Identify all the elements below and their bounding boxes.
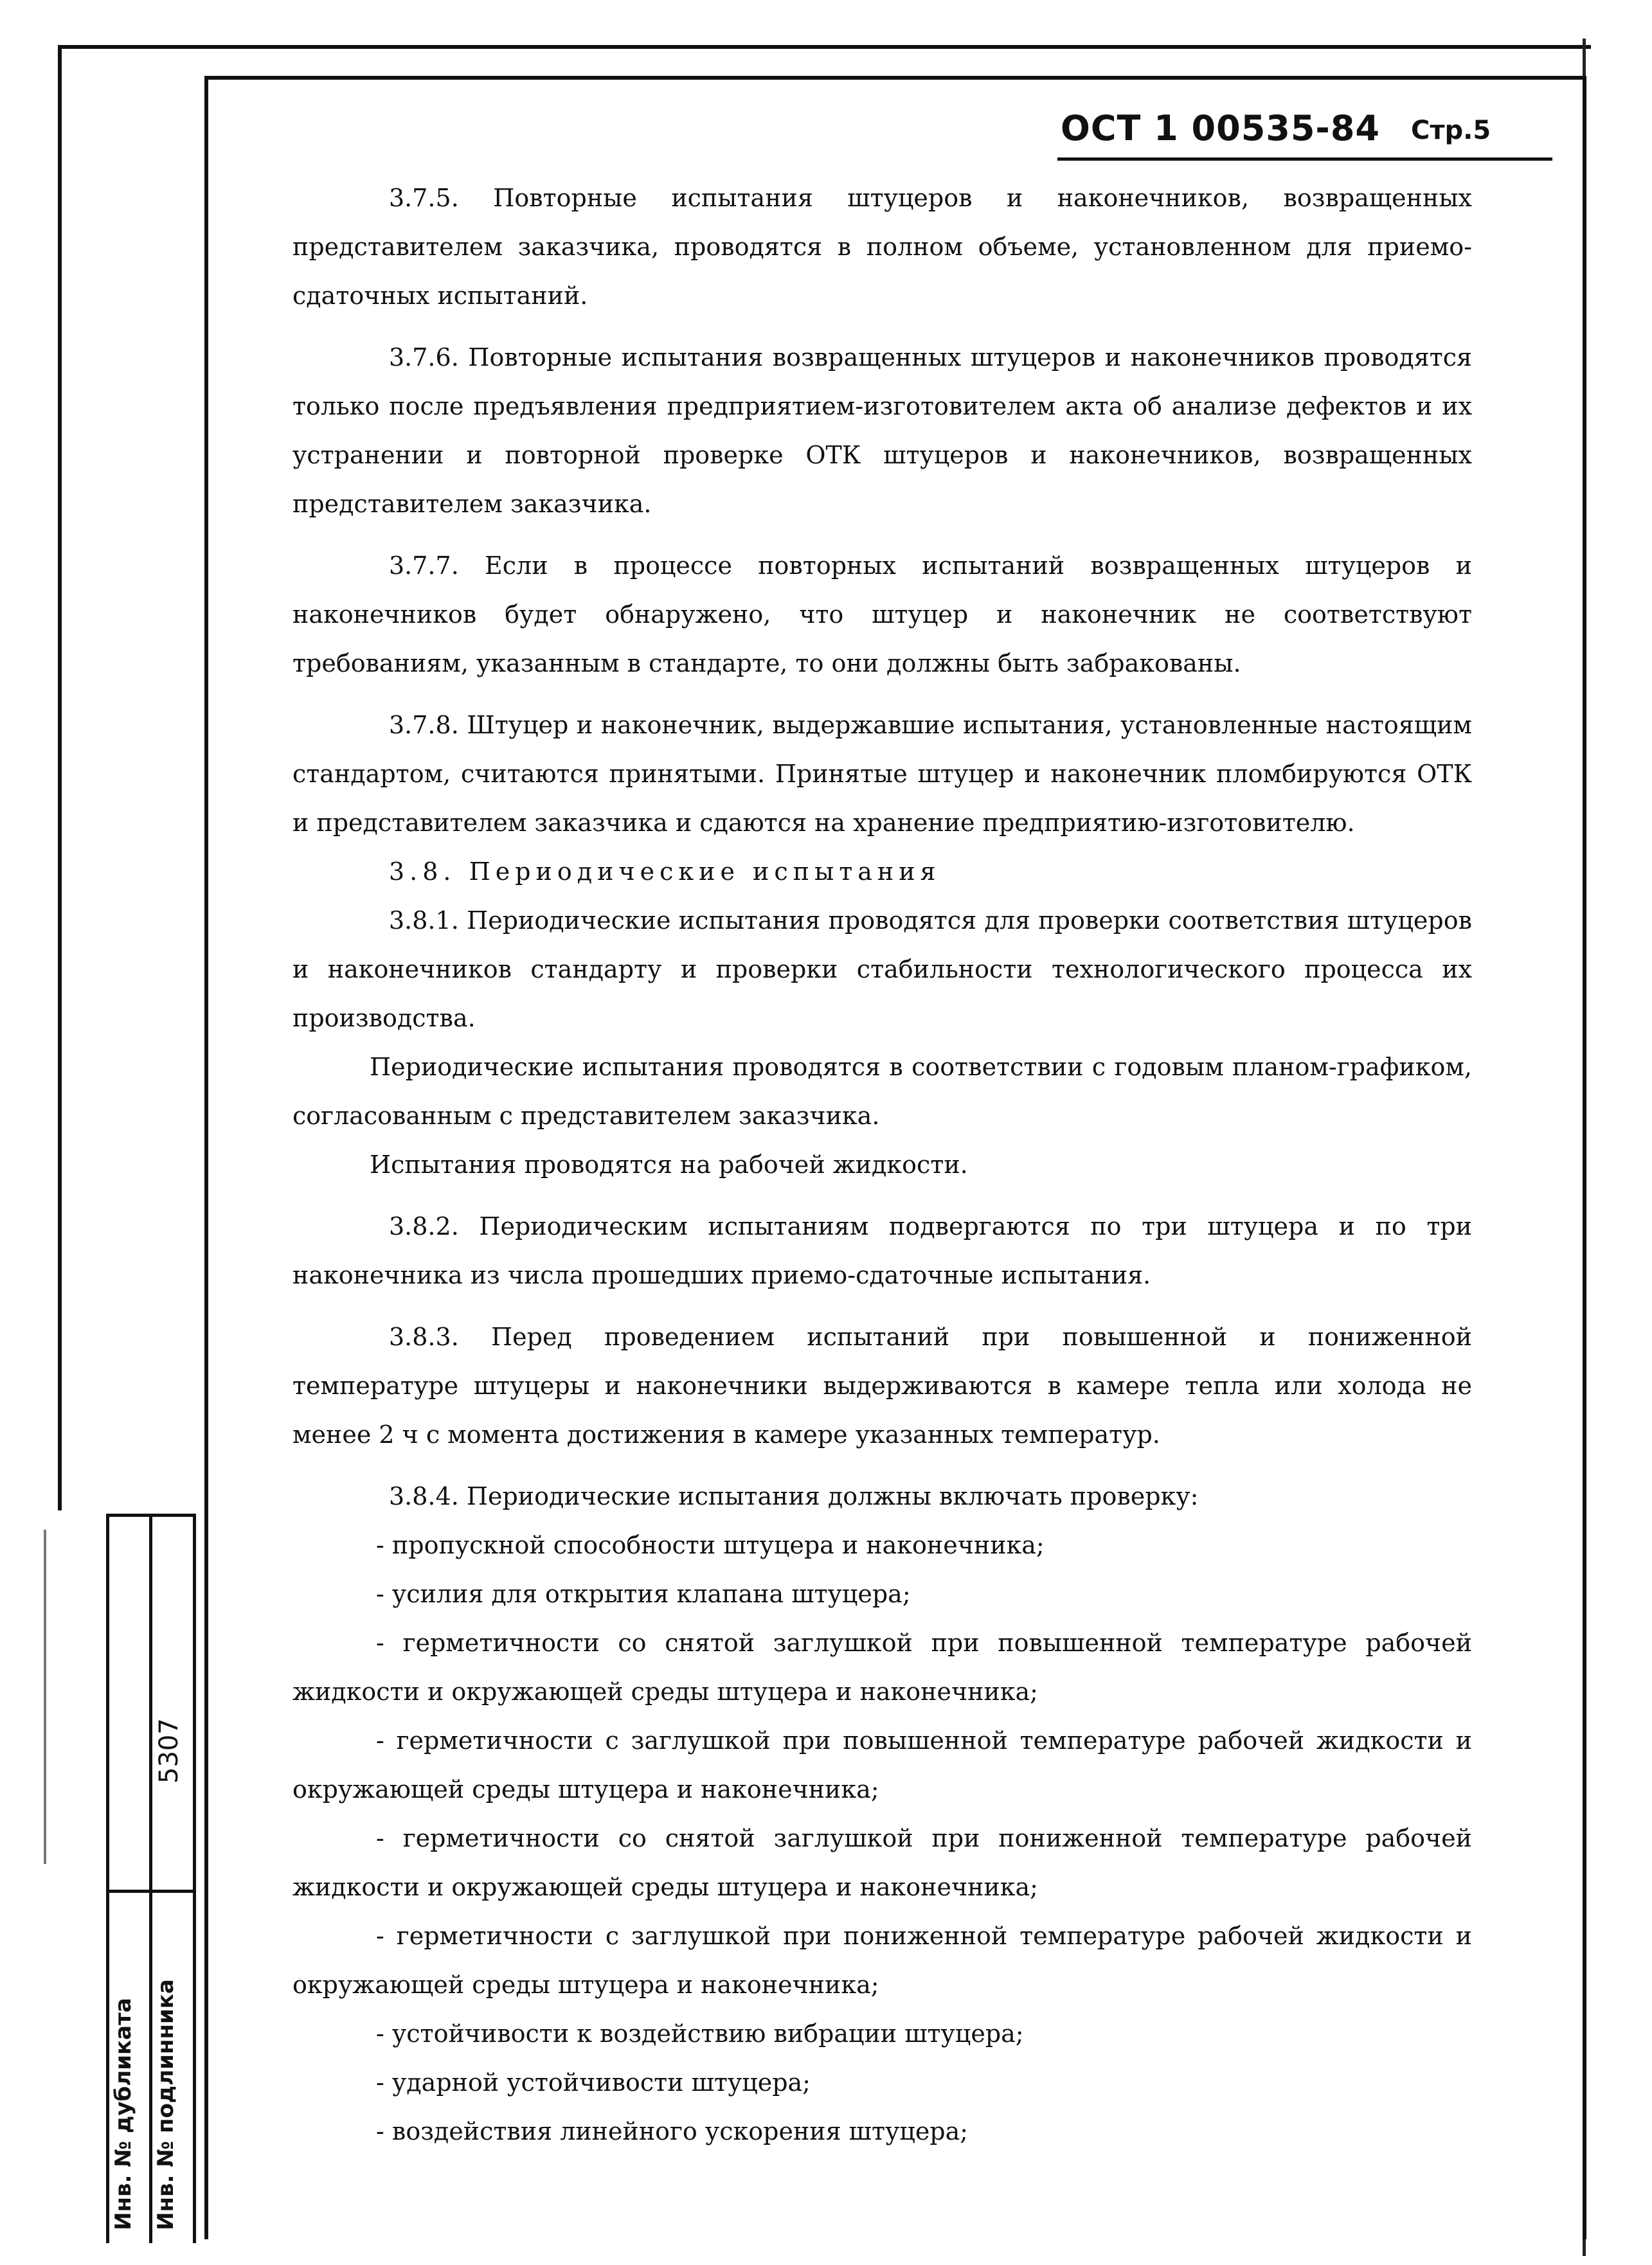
paragraph-3-8-1: 3.8.1. Периодические испытания проводятся для проверки соответствия штуцеров и наконечников стандарту и проверки стабильности технологического процесса их производства. (292, 906, 1472, 1032)
list-item: - герметичности с заглушкой при повышенной температуре рабочей жидкости и окружающей среды штуцера и наконечника; (292, 1726, 1472, 1804)
paragraph-3-7-6: 3.7.6. Повторные испытания возвращенных штуцеров и наконечников проводятся только после предъявления предприятием-изготовителем акта об анализе дефектов и их устранении и повторной проверке ОТК штуцеров и наконечников, возвращенных представителем заказчика. (292, 343, 1472, 518)
paragraph-3-8-1-schedule: Периодические испытания проводятся в соответствии с годовым планом-графиком, согласованным с представителем заказчика. (292, 1053, 1472, 1130)
list-item: - устойчивости к воздействию вибрации штуцера; (376, 2019, 1024, 2048)
paragraph-3-7-5: 3.7.5. Повторные испытания штуцеров и наконечников, возвращенных представителем заказчика, проводятся в полном объеме, установленном для приемо-сдаточных испытаний. (292, 184, 1472, 310)
stamp-label-original: Инв. № подлинника (153, 1979, 179, 2230)
section-title-3-8: 3.8. Периодические испытания (389, 857, 941, 886)
stamp-number: 5307 (154, 1718, 184, 1784)
paragraph-3-8-2: 3.8.2. Периодическим испытаниям подвергаются по три штуцера и по три наконечника из числа прошедших приемо-сдаточные испытания. (292, 1212, 1472, 1289)
paragraph-3-8-4: 3.8.4. Периодические испытания должны включать проверку: (389, 1482, 1199, 1510)
list-item: - герметичности со снятой заглушкой при повышенной температуре рабочей жидкости и окружающей среды штуцера и наконечника; (292, 1629, 1472, 1706)
sheet-border-top (61, 45, 1591, 49)
page-number: Стр.5 (1411, 116, 1491, 145)
sheet-border-left-lower (44, 1530, 46, 1864)
list-item: - герметичности со снятой заглушкой при пониженной температуре рабочей жидкости и окружающей среды штуцера и наконечника; (292, 1824, 1472, 1901)
sheet-border-left (58, 45, 62, 1510)
list-item: - пропускной способности штуцера и наконечника; (376, 1531, 1045, 1559)
document-code: ОСТ 1 00535-84 (1061, 108, 1380, 148)
list-item: - воздействия линейного ускорения штуцера; (376, 2117, 969, 2145)
paragraph-3-8-3: 3.8.3. Перед проведением испытаний при повышенной и пониженной температуре штуцеры и наконечники выдерживаются в камере тепла или холода не менее 2 ч с момента достижения в камере указанных температур. (292, 1323, 1472, 1449)
list-item: - герметичности с заглушкой при пониженной температуре рабочей жидкости и окружающей среды штуцера и наконечника; (292, 1922, 1472, 1999)
list-item: - ударной устойчивости штуцера; (376, 2068, 811, 2097)
paragraph-3-7-8: 3.7.8. Штуцер и наконечник, выдержавшие испытания, установленные настоящим стандартом, считаются принятыми. Принятые штуцер и наконечник пломбируются ОТК и представителем заказчика и сдаются на хранение предприятию-изготовителю. (292, 711, 1472, 837)
stamp-label-duplicate: Инв. № дубликата (111, 1998, 136, 2230)
document-body (292, 174, 1472, 2156)
list-item: - усилия для открытия клапана штуцера; (376, 1580, 911, 1608)
header-rule (1057, 157, 1552, 161)
paragraph-3-7-7: 3.7.7. Если в процессе повторных испытаний возвращенных штуцеров и наконечников будет обнаружено, что штуцер и наконечник не соответствуют требованиям, указанным в стандарте, то они должны быть забракованы. (292, 551, 1472, 677)
paragraph-3-8-1-fluid: Испытания проводятся на рабочей жидкости. (370, 1150, 968, 1179)
